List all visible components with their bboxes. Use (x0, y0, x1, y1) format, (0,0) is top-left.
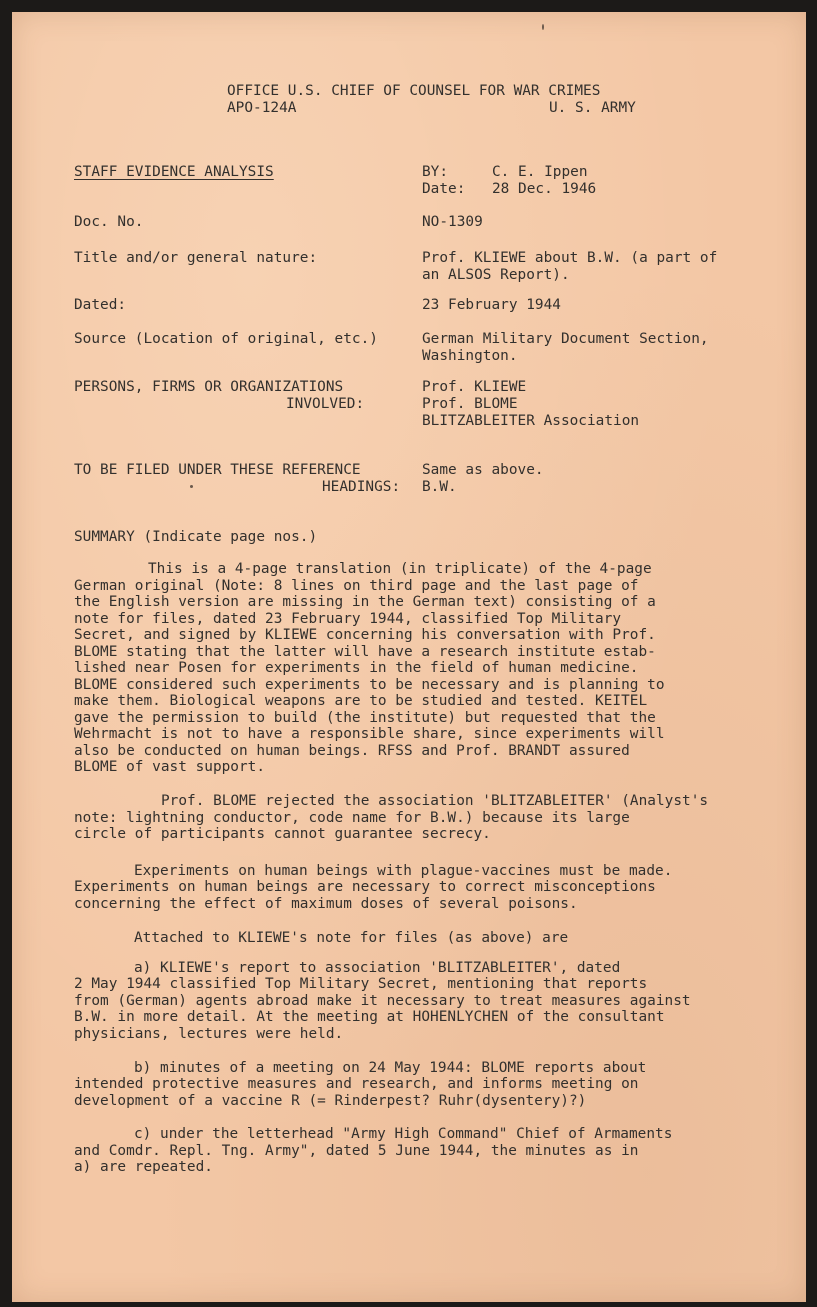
summary-line: a) KLIEWE's report to association 'BLITZABLEITER', dated (134, 960, 621, 976)
persons-value-line: BLITZABLEITER Association (422, 413, 640, 429)
doc-no-label: Doc. No. (74, 214, 144, 230)
filed-value-line: Same as above. (422, 462, 544, 478)
summary-line: Experiments on human beings are necessary to correct misconceptions (74, 879, 656, 895)
summary-line: physicians, lectures were held. (74, 1026, 344, 1042)
summary-line: Wehrmacht is not to have a responsible share, since experiments will (74, 726, 665, 742)
summary-line: BLOME stating that the latter will have a research institute estab- (74, 644, 656, 660)
summary-line: Attached to KLIEWE's note for files (as above) are (134, 930, 569, 946)
dated-label: Dated: (74, 297, 127, 313)
summary-line: development of a vaccine R (= Rinderpest? Ruhr(dysentery)?) (74, 1093, 587, 1109)
summary-line: 2 May 1944 classified Top Military Secret, mentioning that reports (74, 976, 648, 992)
summary-line: This is a 4-page translation (in triplicate) of the 4-page (148, 561, 652, 577)
source-value-line: German Military Document Section, (422, 331, 709, 347)
dated-value: 23 February 1944 (422, 297, 561, 313)
persons-label-line: PERSONS, FIRMS OR ORGANIZATIONS (74, 379, 344, 395)
summary-line: gave the permission to build (the institute) but requested that the (74, 710, 656, 726)
summary-line: BLOME considered such experiments to be necessary and is planning to (74, 677, 665, 693)
persons-value-line: Prof. BLOME (422, 396, 518, 412)
summary-line: German original (Note: 8 lines on third page and the last page of (74, 578, 639, 594)
army-label: U. S. ARMY (549, 100, 636, 116)
title-label: Title and/or general nature: (74, 250, 318, 266)
source-label: Source (Location of original, etc.) (74, 331, 378, 347)
title-value-line: an ALSOS Report). (422, 267, 570, 283)
summary-line: make them. Biological weapons are to be studied and tested. KEITEL (74, 693, 648, 709)
summary-line: circle of participants cannot guarantee secrecy. (74, 826, 491, 842)
office-heading: OFFICE U.S. CHIEF OF COUNSEL FOR WAR CRIMES (227, 83, 601, 99)
filed-value-line: B.W. (422, 479, 457, 495)
title-value-line: Prof. KLIEWE about B.W. (a part of (422, 250, 718, 266)
doc-no-value: NO-1309 (422, 214, 483, 230)
summary-line: intended protective measures and research, and informs meeting on (74, 1076, 639, 1092)
date-label: Date: (422, 181, 466, 197)
source-value-line: Washington. (422, 348, 518, 364)
persons-label-line: INVOLVED: (286, 396, 365, 412)
by-label: BY: (422, 164, 449, 180)
paper-speck (542, 24, 544, 30)
summary-line: Secret, and signed by KLIEWE concerning his conversation with Prof. (74, 627, 656, 643)
filed-label-line: TO BE FILED UNDER THESE REFERENCE (74, 462, 361, 478)
summary-line: c) under the letterhead "Army High Command" Chief of Armaments (134, 1126, 673, 1142)
summary-heading: SUMMARY (Indicate page nos.) (74, 529, 318, 545)
summary-line: concerning the effect of maximum doses of several poisons. (74, 896, 578, 912)
summary-line: BLOME of vast support. (74, 759, 266, 775)
date-value: 28 Dec. 1946 (492, 181, 597, 197)
summary-line: a) are repeated. (74, 1159, 213, 1175)
by-value: C. E. Ippen (492, 164, 588, 180)
filed-label-line: HEADINGS: (322, 479, 401, 495)
summary-line: from (German) agents abroad make it necessary to treat measures against (74, 993, 691, 1009)
summary-line: and Comdr. Repl. Tng. Army", dated 5 June 1944, the minutes as in (74, 1143, 639, 1159)
summary-line: note: lightning conductor, code name for B.W.) because its large (74, 810, 630, 826)
summary-line: Experiments on human beings with plague-vaccines must be made. (134, 863, 673, 879)
apo-number: APO-124A (227, 100, 297, 116)
document-page (12, 12, 806, 1302)
paper-speck (190, 485, 193, 488)
analysis-title: STAFF EVIDENCE ANALYSIS (74, 164, 274, 180)
summary-line: note for files, dated 23 February 1944, classified Top Military (74, 611, 622, 627)
summary-line: b) minutes of a meeting on 24 May 1944: BLOME reports about (134, 1060, 647, 1076)
summary-line: Prof. BLOME rejected the association 'BLITZABLEITER' (Analyst's (161, 793, 709, 809)
summary-line: B.W. in more detail. At the meeting at HOHENLYCHEN of the consultant (74, 1009, 665, 1025)
persons-value-line: Prof. KLIEWE (422, 379, 527, 395)
summary-line: the English version are missing in the German text) consisting of a (74, 594, 656, 610)
summary-line: also be conducted on human beings. RFSS and Prof. BRANDT assured (74, 743, 630, 759)
summary-line: lished near Posen for experiments in the field of human medicine. (74, 660, 639, 676)
